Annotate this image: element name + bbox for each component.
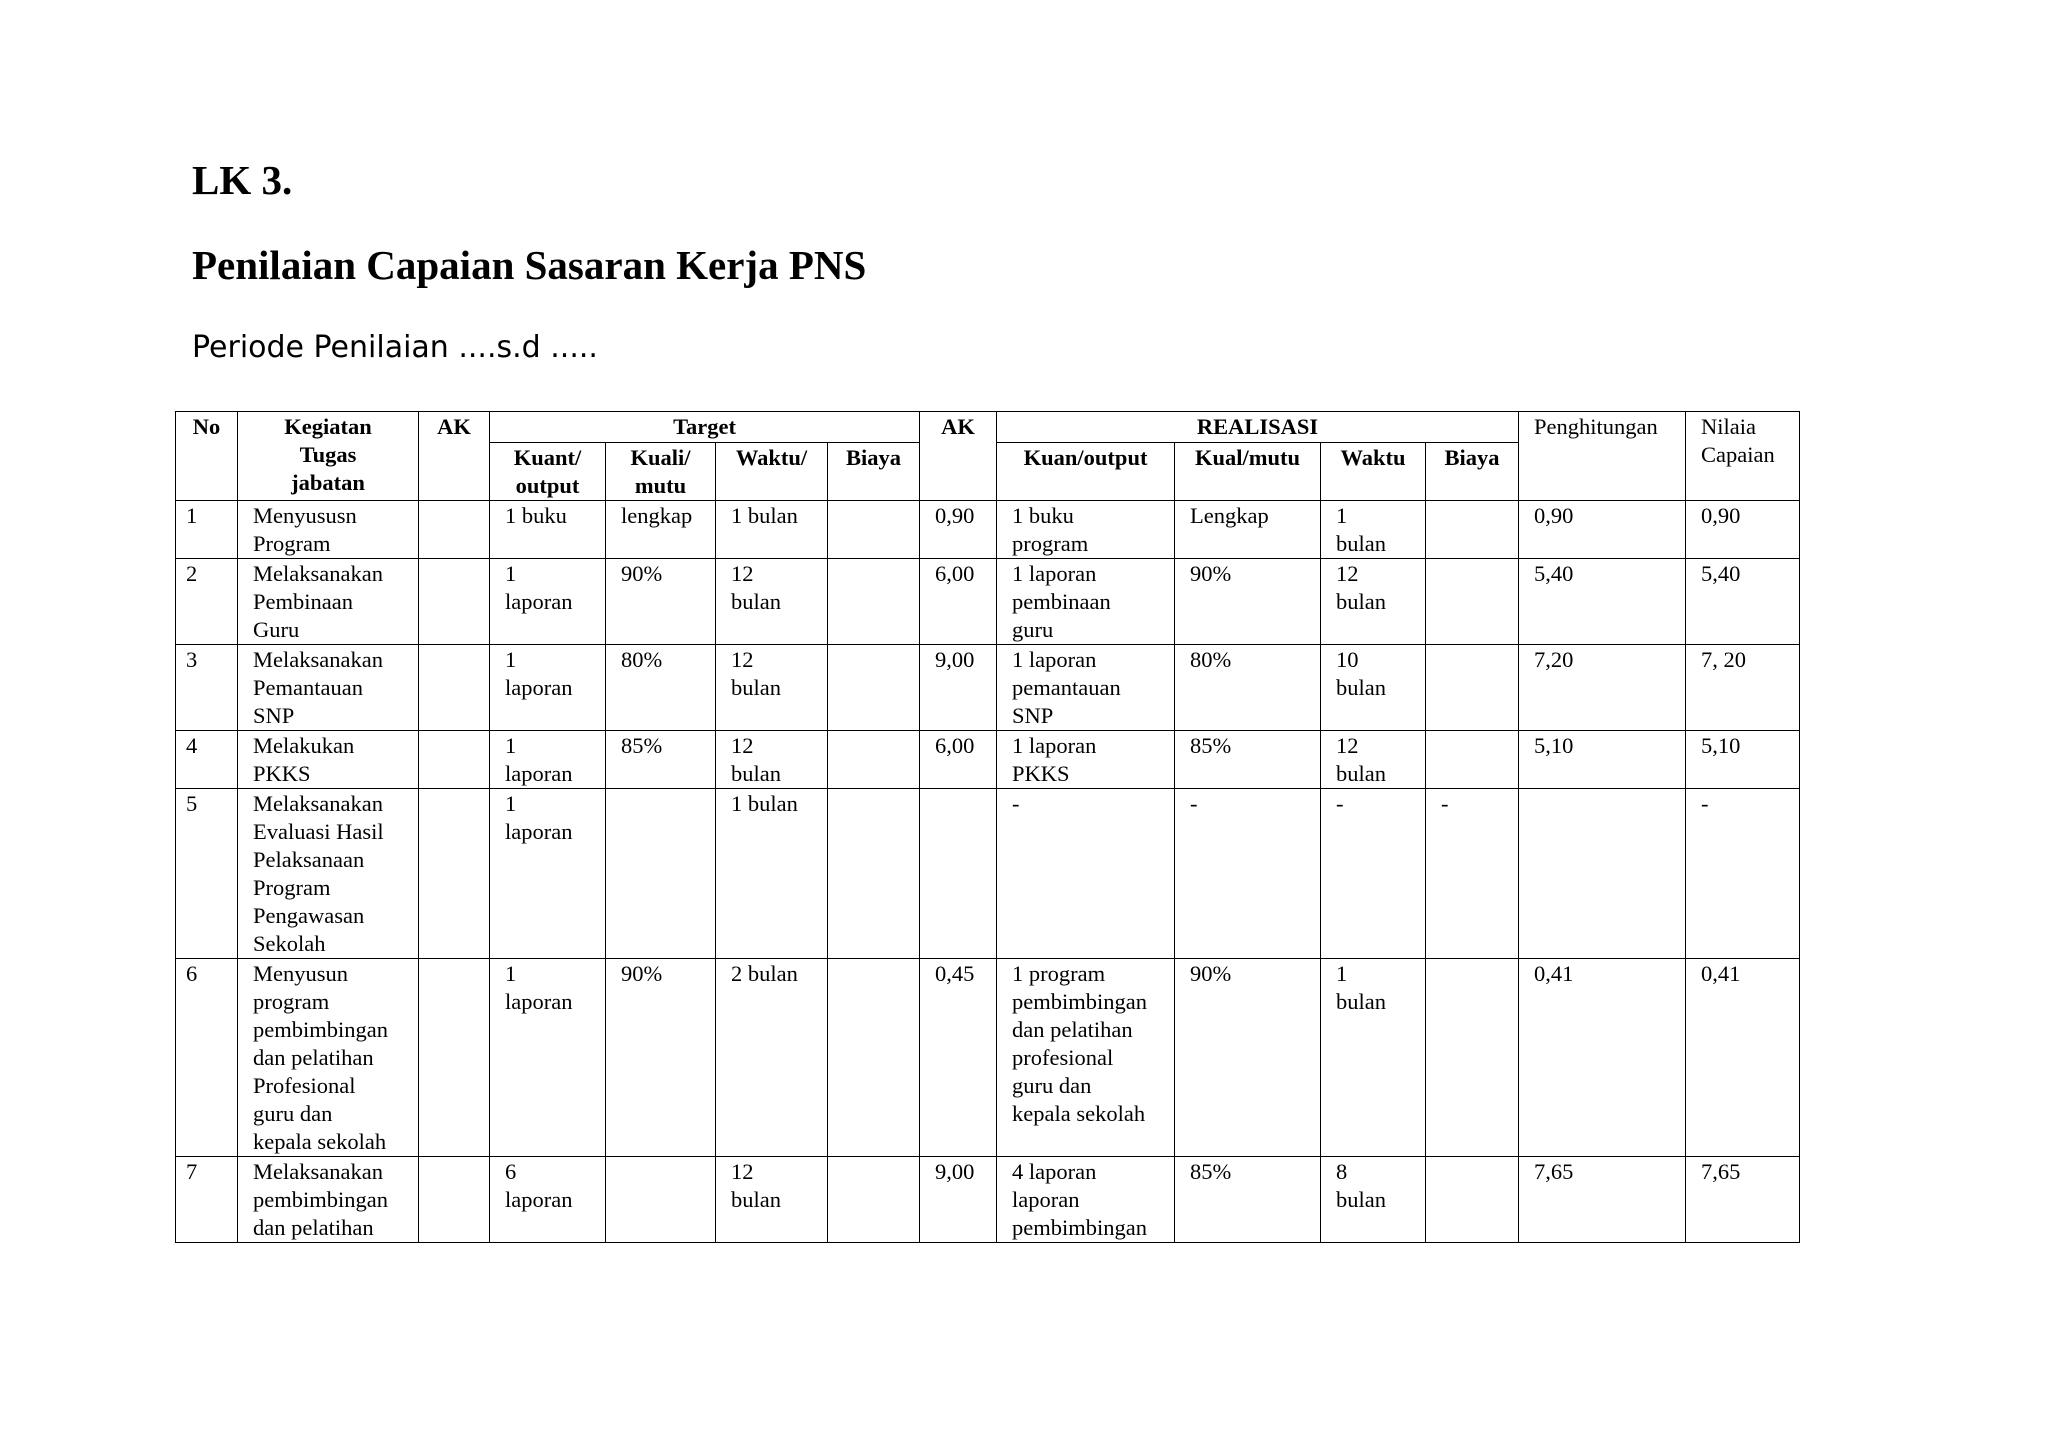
cell-ak bbox=[419, 645, 490, 731]
header-realisasi-kuan: Kuan/output bbox=[997, 443, 1175, 501]
cell-realisasi-waktu: 10 bulan bbox=[1321, 645, 1426, 731]
cell-realisasi-kual: 80% bbox=[1175, 645, 1321, 731]
cell-kegiatan: Melaksanakan Evaluasi Hasil Pelaksanaan Program Pengawasan Sekolah bbox=[238, 789, 419, 959]
cell-no: 3 bbox=[176, 645, 238, 731]
cell-target-kuant: 1 laporan bbox=[490, 789, 606, 959]
header-kegiatan: Kegiatan Tugas jabatan bbox=[238, 412, 419, 501]
cell-nilai-capaian: 5,10 bbox=[1686, 731, 1800, 789]
table-row bbox=[176, 501, 1800, 559]
cell-ak-realisasi: 9,00 bbox=[920, 645, 997, 731]
cell-target-waktu: 12 bulan bbox=[716, 559, 828, 645]
header-row-top bbox=[176, 412, 1800, 443]
cell-realisasi-waktu: 1 bulan bbox=[1321, 501, 1426, 559]
cell-realisasi-waktu: 12 bulan bbox=[1321, 731, 1426, 789]
cell-realisasi-biaya bbox=[1426, 959, 1519, 1157]
cell-realisasi-kual: Lengkap bbox=[1175, 501, 1321, 559]
cell-ak bbox=[419, 1157, 490, 1243]
cell-realisasi-waktu: 12 bulan bbox=[1321, 559, 1426, 645]
header-penghitungan: Penghitungan bbox=[1519, 412, 1686, 501]
cell-ak-realisasi bbox=[920, 789, 997, 959]
cell-ak bbox=[419, 959, 490, 1157]
cell-kegiatan: Melakukan PKKS bbox=[238, 731, 419, 789]
cell-nilai-capaian: - bbox=[1686, 789, 1800, 959]
header-nilai-capaian: Nilaia Capaian bbox=[1686, 412, 1800, 501]
cell-penghitungan: 0,90 bbox=[1519, 501, 1686, 559]
cell-target-biaya bbox=[828, 789, 920, 959]
cell-realisasi-biaya bbox=[1426, 1157, 1519, 1243]
cell-kegiatan: Melaksanakan pembimbingan dan pelatihan bbox=[238, 1157, 419, 1243]
cell-realisasi-biaya bbox=[1426, 559, 1519, 645]
cell-penghitungan: 5,10 bbox=[1519, 731, 1686, 789]
header-target-biaya: Biaya bbox=[828, 443, 920, 501]
cell-target-waktu: 12 bulan bbox=[716, 645, 828, 731]
cell-realisasi-kuan: 1 buku program bbox=[997, 501, 1175, 559]
cell-kegiatan: Menyusun program pembimbingan dan pelatihan Profesional guru dan kepala sekolah bbox=[238, 959, 419, 1157]
cell-target-biaya bbox=[828, 959, 920, 1157]
page-title: Penilaian Capaian Sasaran Kerja PNS bbox=[192, 242, 867, 288]
cell-no: 2 bbox=[176, 559, 238, 645]
header-target-kuali: Kuali/ mutu bbox=[606, 443, 716, 501]
cell-ak bbox=[419, 731, 490, 789]
cell-target-kuant: 1 laporan bbox=[490, 959, 606, 1157]
cell-target-biaya bbox=[828, 731, 920, 789]
document-label: LK 3. bbox=[192, 157, 293, 203]
cell-realisasi-kual: 85% bbox=[1175, 731, 1321, 789]
cell-realisasi-kuan: 1 laporan pemantauan SNP bbox=[997, 645, 1175, 731]
cell-realisasi-kual: 90% bbox=[1175, 559, 1321, 645]
header-target-waktu: Waktu/ bbox=[716, 443, 828, 501]
cell-realisasi-biaya bbox=[1426, 501, 1519, 559]
cell-realisasi-kual: 90% bbox=[1175, 959, 1321, 1157]
header-ak-realisasi: AK bbox=[920, 412, 997, 501]
cell-target-kuali bbox=[606, 789, 716, 959]
cell-target-kuant: 1 laporan bbox=[490, 559, 606, 645]
cell-no: 6 bbox=[176, 959, 238, 1157]
cell-target-waktu: 12 bulan bbox=[716, 731, 828, 789]
cell-target-waktu: 1 bulan bbox=[716, 501, 828, 559]
cell-target-waktu: 12 bulan bbox=[716, 1157, 828, 1243]
cell-target-biaya bbox=[828, 645, 920, 731]
cell-nilai-capaian: 0,41 bbox=[1686, 959, 1800, 1157]
table-row bbox=[176, 959, 1800, 1157]
cell-kegiatan: Menyususn Program bbox=[238, 501, 419, 559]
cell-kegiatan: Melaksanakan Pembinaan Guru bbox=[238, 559, 419, 645]
table-row bbox=[176, 645, 1800, 731]
header-realisasi-waktu: Waktu bbox=[1321, 443, 1426, 501]
cell-realisasi-kuan: 1 program pembimbingan dan pelatihan profesional guru dan kepala sekolah bbox=[997, 959, 1175, 1157]
cell-nilai-capaian: 7, 20 bbox=[1686, 645, 1800, 731]
cell-target-biaya bbox=[828, 559, 920, 645]
cell-realisasi-biaya bbox=[1426, 731, 1519, 789]
cell-target-biaya bbox=[828, 501, 920, 559]
cell-ak bbox=[419, 501, 490, 559]
cell-target-kuali: lengkap bbox=[606, 501, 716, 559]
cell-ak bbox=[419, 789, 490, 959]
cell-target-waktu: 1 bulan bbox=[716, 789, 828, 959]
performance-table bbox=[175, 411, 1800, 1243]
header-target-kuant: Kuant/ output bbox=[490, 443, 606, 501]
cell-realisasi-kuan: 1 laporan PKKS bbox=[997, 731, 1175, 789]
cell-penghitungan: 7,20 bbox=[1519, 645, 1686, 731]
cell-target-kuali: 90% bbox=[606, 959, 716, 1157]
cell-target-kuali: 85% bbox=[606, 731, 716, 789]
cell-realisasi-kual: 85% bbox=[1175, 1157, 1321, 1243]
cell-target-kuali bbox=[606, 1157, 716, 1243]
cell-realisasi-kuan: 4 laporan laporan pembimbingan bbox=[997, 1157, 1175, 1243]
cell-target-kuant: 1 laporan bbox=[490, 731, 606, 789]
table-row bbox=[176, 789, 1800, 959]
cell-nilai-capaian: 7,65 bbox=[1686, 1157, 1800, 1243]
cell-target-waktu: 2 bulan bbox=[716, 959, 828, 1157]
cell-realisasi-kuan: - bbox=[997, 789, 1175, 959]
header-realisasi-kual: Kual/mutu bbox=[1175, 443, 1321, 501]
cell-realisasi-waktu: 1 bulan bbox=[1321, 959, 1426, 1157]
table-row bbox=[176, 559, 1800, 645]
cell-realisasi-kuan: 1 laporan pembinaan guru bbox=[997, 559, 1175, 645]
cell-ak-realisasi: 6,00 bbox=[920, 559, 997, 645]
cell-target-kuali: 80% bbox=[606, 645, 716, 731]
cell-no: 4 bbox=[176, 731, 238, 789]
cell-realisasi-waktu: - bbox=[1321, 789, 1426, 959]
cell-ak bbox=[419, 559, 490, 645]
cell-target-kuali: 90% bbox=[606, 559, 716, 645]
cell-penghitungan: 7,65 bbox=[1519, 1157, 1686, 1243]
cell-target-kuant: 1 laporan bbox=[490, 645, 606, 731]
cell-no: 7 bbox=[176, 1157, 238, 1243]
cell-realisasi-biaya: - bbox=[1426, 789, 1519, 959]
cell-nilai-capaian: 0,90 bbox=[1686, 501, 1800, 559]
cell-ak-realisasi: 0,45 bbox=[920, 959, 997, 1157]
table-row bbox=[176, 731, 1800, 789]
cell-realisasi-waktu: 8 bulan bbox=[1321, 1157, 1426, 1243]
cell-no: 1 bbox=[176, 501, 238, 559]
cell-penghitungan: 5,40 bbox=[1519, 559, 1686, 645]
cell-ak-realisasi: 0,90 bbox=[920, 501, 997, 559]
cell-kegiatan: Melaksanakan Pemantauan SNP bbox=[238, 645, 419, 731]
header-realisasi: REALISASI bbox=[997, 412, 1519, 443]
cell-nilai-capaian: 5,40 bbox=[1686, 559, 1800, 645]
cell-penghitungan bbox=[1519, 789, 1686, 959]
cell-no: 5 bbox=[176, 789, 238, 959]
header-target: Target bbox=[490, 412, 920, 443]
header-ak: AK bbox=[419, 412, 490, 501]
header-no: No bbox=[176, 412, 238, 501]
cell-target-kuant: 1 buku bbox=[490, 501, 606, 559]
cell-realisasi-kual: - bbox=[1175, 789, 1321, 959]
cell-ak-realisasi: 6,00 bbox=[920, 731, 997, 789]
cell-ak-realisasi: 9,00 bbox=[920, 1157, 997, 1243]
assessment-period: Periode Penilaian ....s.d ..... bbox=[192, 330, 598, 365]
table-body bbox=[176, 501, 1800, 1243]
header-realisasi-biaya: Biaya bbox=[1426, 443, 1519, 501]
cell-penghitungan: 0,41 bbox=[1519, 959, 1686, 1157]
cell-target-biaya bbox=[828, 1157, 920, 1243]
table-row bbox=[176, 1157, 1800, 1243]
cell-realisasi-biaya bbox=[1426, 645, 1519, 731]
cell-target-kuant: 6 laporan bbox=[490, 1157, 606, 1243]
